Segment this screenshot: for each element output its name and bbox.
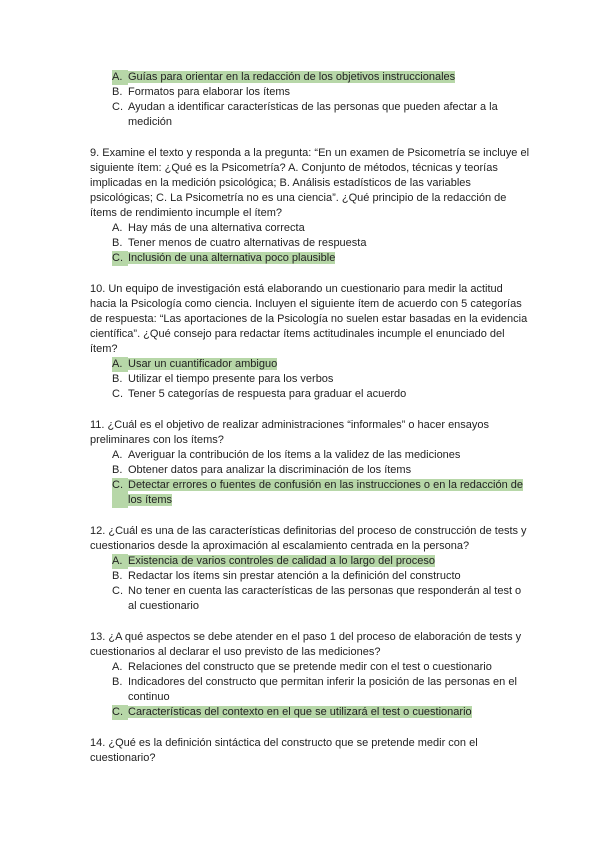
option-text-content: Inclusión de una alternativa poco plausible: [128, 252, 336, 264]
question-block: [90, 146, 530, 266]
option-text: [128, 705, 530, 720]
answer-option-highlighted: [90, 705, 530, 720]
option-text: [128, 85, 530, 100]
answer-option: [90, 85, 530, 100]
option-text: [128, 100, 530, 130]
option-text-content: Detectar errores o fuentes de confusión en las instrucciones o en la redacción de los ítems: [128, 479, 524, 506]
option-letter: B.: [112, 86, 123, 98]
option-text: [128, 675, 530, 705]
option-letter: C.: [112, 101, 123, 113]
answer-option: [90, 448, 530, 463]
answer-option: [90, 221, 530, 236]
option-letter: A.: [112, 357, 128, 372]
answer-option: [90, 100, 530, 130]
option-list: [90, 70, 530, 130]
option-text: [128, 448, 530, 463]
option-letter: A.: [112, 222, 123, 234]
question-block: [90, 736, 530, 766]
option-text-content: Indicadores del constructo que permitan inferir la posición de las personas en el continuo: [128, 676, 517, 703]
answer-option: [90, 675, 530, 705]
answer-option: [90, 660, 530, 675]
answer-option-highlighted: [90, 554, 530, 569]
question-text: 9. Examine el texto y responda a la pregunta: “En un examen de Psicometría se incluye el siguiente ítem: ¿Qué es la Psicometría? A. Conjunto de métodos, técnicas y teorías implicadas en la medición psicológica; B. Análisis estadísticos de las variables psicológicas; C. La Psicometría no es una ciencia”. ¿Qué principio de la redacción de ítems de rendimiento incumple el ítem?: [90, 147, 530, 219]
option-text: [128, 236, 530, 251]
option-list: [90, 554, 530, 614]
question-block: [90, 524, 530, 614]
option-text-content: Formatos para elaborar los ítems: [128, 86, 291, 98]
option-text-content: Características del contexto en el que se utilizará el test o cuestionario: [128, 706, 472, 718]
option-text: [128, 569, 530, 584]
option-letter: C.: [112, 585, 123, 597]
answer-option: [90, 569, 530, 584]
option-text-content: No tener en cuenta las características de las personas que responderán al test o al cuestionario: [128, 585, 522, 612]
option-text-content: Utilizar el tiempo presente para los verbos: [128, 373, 334, 385]
option-letter: B.: [112, 676, 123, 688]
option-text-content: Existencia de varios controles de calidad a lo largo del proceso: [128, 555, 435, 567]
option-list: [90, 221, 530, 266]
option-list: [90, 448, 530, 508]
document-content: [90, 70, 530, 782]
answer-option: [90, 387, 530, 402]
option-letter: A.: [112, 449, 123, 461]
option-text-content: Usar un cuantificador ambiguo: [128, 358, 278, 370]
answer-option: [90, 372, 530, 387]
answer-option-highlighted: [90, 478, 530, 508]
option-text-content: Redactar los ítems sin prestar atención a la definición del constructo: [128, 570, 461, 582]
option-text-content: Averiguar la contribución de los ítems a la validez de las mediciones: [128, 449, 461, 461]
question-text: 11. ¿Cuál es el objetivo de realizar administraciones “informales” o hacer ensayos preliminares con los ítems?: [90, 419, 490, 446]
question-text: 13. ¿A qué aspectos se debe atender en el paso 1 del proceso de elaboración de tests y cuestionarios al declarar el uso previsto de las mediciones?: [90, 631, 522, 658]
option-text: [128, 387, 530, 402]
option-text: [128, 584, 530, 614]
option-letter: C.: [112, 251, 128, 266]
option-text: [128, 554, 530, 569]
answer-option-highlighted: [90, 70, 530, 85]
option-text: [128, 251, 530, 266]
question-text: 14. ¿Qué es la definición sintáctica del constructo que se pretende medir con el cuestionario?: [90, 737, 478, 764]
option-text-content: Obtener datos para analizar la discriminación de los ítems: [128, 464, 412, 476]
option-text-content: Guías para orientar en la redacción de los objetivos instruccionales: [128, 71, 456, 83]
option-letter: B.: [112, 373, 123, 385]
option-text: [128, 478, 530, 508]
option-letter: A.: [112, 661, 123, 673]
option-text: [128, 357, 530, 372]
continued-options: [90, 70, 530, 130]
answer-option: [90, 236, 530, 251]
option-list: [90, 357, 530, 402]
answer-option-highlighted: [90, 251, 530, 266]
option-text: [128, 660, 530, 675]
option-list: [90, 660, 530, 720]
option-text: [128, 372, 530, 387]
option-text: [128, 463, 530, 478]
option-text-content: Hay más de una alternativa correcta: [128, 222, 305, 234]
answer-option: [90, 463, 530, 478]
option-letter: C.: [112, 705, 128, 720]
option-letter: C.: [112, 478, 128, 508]
question-list: [90, 146, 530, 766]
question-block: [90, 418, 530, 508]
option-text-content: Tener menos de cuatro alternativas de respuesta: [128, 237, 367, 249]
option-letter: B.: [112, 570, 123, 582]
option-letter: A.: [112, 554, 128, 569]
option-text: [128, 221, 530, 236]
answer-option: [90, 584, 530, 614]
option-text-content: Ayudan a identificar características de las personas que pueden afectar a la medición: [128, 101, 498, 128]
option-letter: B.: [112, 237, 123, 249]
question-block: [90, 282, 530, 402]
question-text: 10. Un equipo de investigación está elaborando un cuestionario para medir la actitud hacia la Psicología como ciencia. Incluyen el siguiente ítem de acuerdo con 5 categorías de respuesta: “Las aportaciones de la Psicología no suelen estar basadas en la evidencia científica”. ¿Qué consejo para redactar ítems actitudinales incumple el enunciado del ítem?: [90, 283, 528, 355]
question-block: [90, 630, 530, 720]
option-text-content: Tener 5 categorías de respuesta para graduar el acuerdo: [128, 388, 407, 400]
option-text-content: Relaciones del constructo que se pretende medir con el test o cuestionario: [128, 661, 492, 673]
question-text: 12. ¿Cuál es una de las características definitorias del proceso de construcción de tests y cuestionarios desde la aproximación al escalamiento centrada en la persona?: [90, 525, 527, 552]
option-text: [128, 70, 530, 85]
answer-option-highlighted: [90, 357, 530, 372]
option-letter: B.: [112, 464, 123, 476]
option-letter: C.: [112, 388, 123, 400]
option-letter: A.: [112, 70, 128, 85]
